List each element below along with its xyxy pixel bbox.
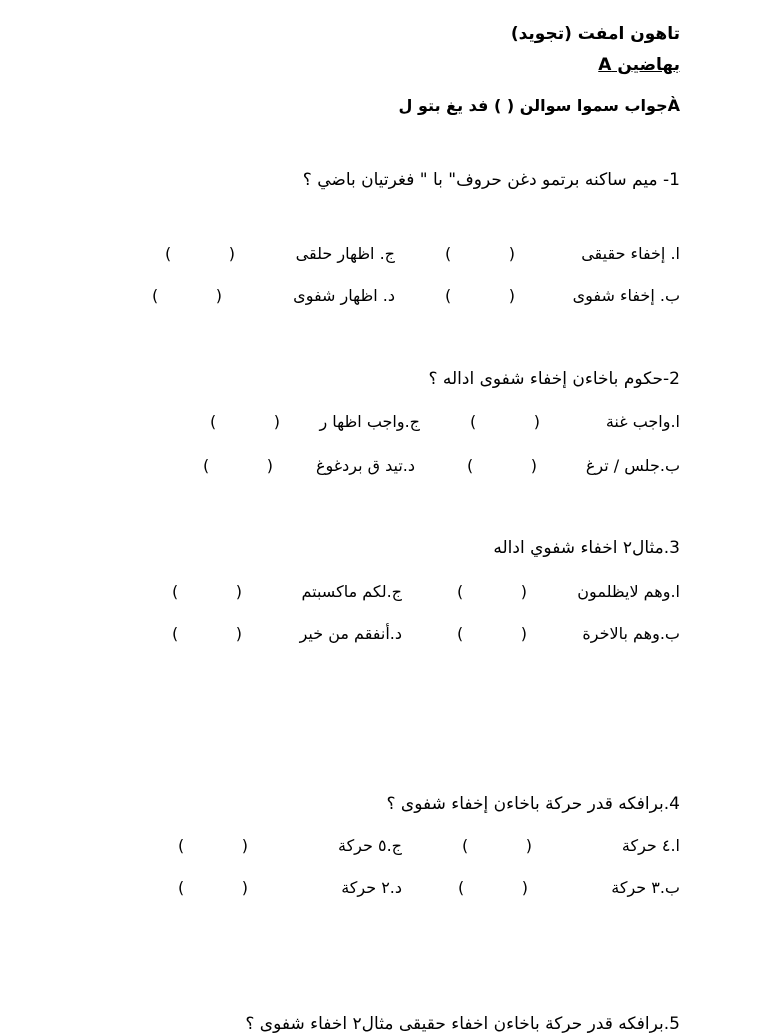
question-3-answer-box-b[interactable]: ( ) [457,624,527,643]
question-2-option-b: ب.جلس / ترغ [585,456,680,475]
question-2-answer-box-a[interactable]: ( ) [470,412,540,431]
question-4-option-a: ا.٤ حركة [621,836,680,855]
question-1-text: 1- ميم ساكنه برتمو دغن حروف" با " فغرتيان باضي ؟ [302,170,680,190]
question-4-option-d: د.٢ حركة [341,878,402,897]
question-2-answer-box-b[interactable]: ( ) [467,456,537,475]
question-4-text: 4.برافكه قدر حركة باخاءن إخفاء شفوى ؟ [386,794,680,814]
question-3-option-d: د.أنفقم من خير [299,624,402,643]
question-2-option-a: ا.واجب غنة [605,412,680,431]
question-1-answer-box-a[interactable]: ( ) [445,244,515,263]
question-1-answer-box-b[interactable]: ( ) [445,286,515,305]
question-4-answer-box-d[interactable]: ( ) [178,878,248,897]
question-3-answer-box-c[interactable]: ( ) [172,582,242,601]
question-2-option-c: ج.واجب اظها ر [319,412,420,431]
question-3-answer-box-d[interactable]: ( ) [172,624,242,643]
question-1-answer-box-d[interactable]: ( ) [152,286,222,305]
question-3-option-c: ج.لكم ماكسبتم [301,582,402,601]
question-2-option-d: د.تيد ق بردغوغ [315,456,415,475]
question-3-option-a: ا.وهم لايظلمون [577,582,680,601]
question-3-answer-box-a[interactable]: ( ) [457,582,527,601]
question-1-option-d: د. اظهار شفوى [293,286,395,305]
page-title: تاهون امفت (تجويد) [510,24,680,44]
question-3-option-b: ب.وهم بالاخرة [582,624,680,643]
question-2-answer-box-c[interactable]: ( ) [210,412,280,431]
question-1-answer-box-c[interactable]: ( ) [165,244,235,263]
question-1-option-a: ا. إخفاء حقيقى [581,244,680,263]
question-4-answer-box-c[interactable]: ( ) [178,836,248,855]
question-2-text: 2-حكوم باخاءن إخفاء شفوى اداله ؟ [428,369,680,389]
question-4-option-b: ب.٣ حركة [611,878,680,897]
question-5-text-partial: 5.برافكه قدر حركة باخاءن اخفاء حقيقى مثال٢ اخفاء شفوى ؟ [245,1014,680,1034]
question-1-option-c: ج. اظهار حلقى [295,244,395,263]
question-2-answer-box-d[interactable]: ( ) [203,456,273,475]
question-3-text: 3.مثال٢ اخفاء شفوي اداله [493,538,680,558]
section-heading: بهاضين A [598,55,680,75]
instruction-text: Àجواب سموا سوالن ( ) فد يغ بتو ل [398,96,680,115]
question-4-answer-box-a[interactable]: ( ) [462,836,532,855]
question-1-option-b: ب. إخفاء شفوى [572,286,680,305]
question-4-answer-box-b[interactable]: ( ) [458,878,528,897]
question-4-option-c: ج.٥ حركة [337,836,402,855]
